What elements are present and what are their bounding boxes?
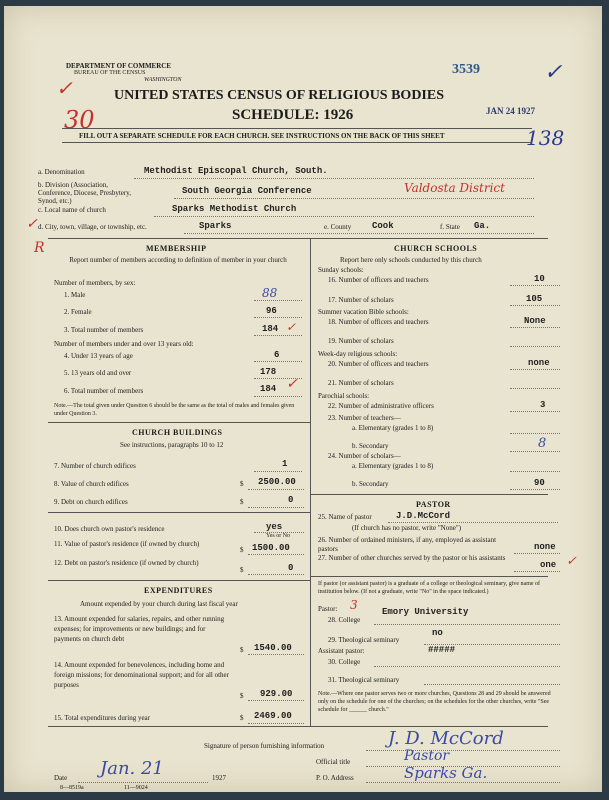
q26-value: none xyxy=(534,542,556,552)
q11-label: 11. Value of pastor's residence (if owned by church) xyxy=(54,540,200,548)
dept-name: DEPARTMENT OF COMMERCE xyxy=(66,62,172,70)
q31-label: 31. Theological seminary xyxy=(328,676,400,684)
q16-label: 16. Number of officers and teachers xyxy=(328,276,429,284)
hand-number-30: 30 xyxy=(64,106,95,134)
q8-dollar: $ xyxy=(240,480,244,488)
q6-check: ✓ xyxy=(286,376,298,392)
yes-no-note: Yes or No xyxy=(266,533,291,539)
q4-value: 6 xyxy=(274,350,280,360)
q9-dollar: $ xyxy=(240,498,244,506)
q3-label: 3. Total number of members xyxy=(64,326,144,334)
q7-value: 1 xyxy=(282,459,288,469)
local-name-value: Sparks Methodist Church xyxy=(172,204,297,214)
q23b-value: 8 xyxy=(538,436,547,451)
q27-check: ✓ xyxy=(566,554,577,569)
q24b-label: b. Secondary xyxy=(352,480,389,488)
q1-label: 1. Male xyxy=(64,291,86,299)
q24b-value: 90 xyxy=(534,478,545,488)
expenditures-intro: Amount expended by your church during last fiscal year xyxy=(80,600,238,608)
membership-intro: Report number of members according to definition of member in your church xyxy=(69,256,287,264)
denomination-value: Methodist Episcopal Church, South. xyxy=(144,166,328,176)
census-schedule-sheet xyxy=(4,6,602,792)
q23a-label: a. Elementary (grades 1 to 8) xyxy=(352,424,434,432)
date-year: 1927 xyxy=(212,774,226,782)
q24-label: 24. Number of scholars— xyxy=(328,452,401,460)
q25-label: 25. Name of pastor xyxy=(318,513,372,521)
q27-value: one xyxy=(540,560,557,570)
q17-label: 17. Number of scholars xyxy=(328,296,394,304)
q29-label: 29. Theological seminary xyxy=(328,636,400,644)
q29-value: no xyxy=(432,628,443,638)
local-name-label: c. Local name of church xyxy=(38,206,106,214)
county-value: Cook xyxy=(372,221,394,231)
q14-label: 14. Amount expended for benevolences, including home and foreign missions; for denominational support; and for all other purposes xyxy=(54,661,229,689)
expenditures-title: EXPENDITURES xyxy=(144,586,213,595)
q8-label: 8. Value of church edifices xyxy=(54,480,129,488)
city-label: d. City, town, village, or township, etc. xyxy=(38,223,147,231)
q12-dollar: $ xyxy=(240,566,244,574)
county-label: e. County xyxy=(324,223,352,231)
bureau-name: BUREAU OF THE CENSUS xyxy=(74,70,146,76)
q12-value: 0 xyxy=(288,563,294,573)
denomination-label: a. Denomination xyxy=(38,168,85,176)
graduate-note: If pastor (or assistant pastor) is a graduate of a college or theological seminary, give name of institution below. (If not a graduate, write "No" in the space indicated.) xyxy=(318,581,541,595)
q3-value: 184 xyxy=(262,324,279,334)
pastor-sub-label: Pastor: xyxy=(318,605,338,613)
q22-label: 22. Number of administrative officers xyxy=(328,402,434,410)
q28-label: 28. College xyxy=(328,616,361,624)
q9-label: 9. Debt on church edifices xyxy=(54,498,128,506)
form-number: 8—8519a xyxy=(60,785,84,791)
print-number: 11—9024 xyxy=(124,785,148,791)
parochial-label: Parochial schools: xyxy=(318,392,370,400)
sunday-label: Sunday schools: xyxy=(318,266,364,274)
q15-label: 15. Total expenditures during year xyxy=(54,714,150,722)
assistant-label: Assistant pastor: xyxy=(318,647,365,655)
q24a-label: a. Elementary (grades 1 to 8) xyxy=(352,462,434,470)
assistant-value: ##### xyxy=(428,645,456,655)
q6-value: 184 xyxy=(260,384,277,394)
q15-dollar: $ xyxy=(240,714,244,722)
q5-value: 178 xyxy=(260,367,277,377)
official-title-value: Pastor xyxy=(404,748,450,764)
membership-note: Note.—The total given under Question 6 should be the same as the total of males and females given under Question 3. xyxy=(54,403,295,417)
city-value: Sparks xyxy=(199,221,232,231)
received-stamp: JAN 24 1927 xyxy=(486,106,535,116)
q28-value: Emory University xyxy=(382,607,469,617)
q13-label: 13. Amount expended for salaries, repairs, and other running expenses; for improvements or new buildings; and for payments on church debt xyxy=(54,615,225,643)
schools-intro: Report here only schools conducted by this church xyxy=(340,256,482,264)
state-label: f. State xyxy=(440,223,460,231)
q18-label: 18. Number of officers and teachers xyxy=(328,318,429,326)
hand-check-mark-blue: ✓ xyxy=(544,60,563,85)
address-value: Sparks Ga. xyxy=(404,764,488,782)
q14-dollar: $ xyxy=(240,692,244,700)
q4-label: 4. Under 13 years of age xyxy=(64,352,133,360)
q20-label: 20. Number of officers and teachers xyxy=(328,360,429,368)
q10-label: 10. Does church own pastor's residence xyxy=(54,525,165,533)
q20-value: none xyxy=(528,358,550,368)
weekday-label: Week-day religious schools: xyxy=(318,350,398,358)
division-label: b. Division (Association, Conference, Diocese, Presbytery, Synod, etc.) xyxy=(38,181,132,205)
address-label: P. O. Address xyxy=(316,774,354,782)
q2-value: 96 xyxy=(266,306,277,316)
city-name: WASHINGTON xyxy=(144,77,182,83)
date-value: Jan. 21 xyxy=(100,758,164,779)
q7-label: 7. Number of church edifices xyxy=(54,462,136,470)
division-value: South Georgia Conference xyxy=(182,186,312,196)
q15-value: 2469.00 xyxy=(254,711,292,721)
q2-label: 2. Female xyxy=(64,308,92,316)
q26-label: 26. Number of ordained ministers, if any, employed as assistant pastors xyxy=(318,536,497,553)
pastor-hand-mark: 3 xyxy=(350,598,358,612)
age-intro: Number of members under and over 13 years old: xyxy=(54,340,194,348)
schedule-number: 3539 xyxy=(452,62,480,77)
q1-value: 88 xyxy=(262,286,278,300)
q6-label: 6. Total number of members xyxy=(64,387,144,395)
q3-check: ✓ xyxy=(286,320,297,334)
q13-dollar: $ xyxy=(240,646,244,654)
pastor-title: PASTOR xyxy=(416,500,451,509)
summer-label: Summer vacation Bible schools: xyxy=(318,308,409,316)
q17-value: 105 xyxy=(526,294,543,304)
q10-value: yes xyxy=(266,522,283,532)
pastor-note: Note.—Where one pastor serves two or more churches, Questions 28 and 29 should be answered only on the schedule for one of the churches; on the schedules for the other churches, write "See schedule for ______ church." xyxy=(318,691,551,713)
q18-value: None xyxy=(524,316,546,326)
q8-value: 2500.00 xyxy=(258,477,296,487)
q16-value: 10 xyxy=(534,274,545,284)
q14-value: 929.00 xyxy=(260,689,293,699)
buildings-intro: See instructions, paragraphs 10 to 12 xyxy=(120,441,224,449)
official-title-label: Official title xyxy=(316,758,351,766)
division-hand-note: Valdosta District xyxy=(404,181,505,195)
q21-label: 21. Number of scholars xyxy=(328,379,394,387)
no-pastor-note: (If church has no pastor, write "None") xyxy=(352,524,462,532)
buildings-title: CHURCH BUILDINGS xyxy=(132,428,223,437)
signature-label: Signature of person furnishing information xyxy=(204,742,325,750)
instruction-line: FILL OUT A SEPARATE SCHEDULE FOR EACH CHURCH. SEE INSTRUCTIONS ON THE BACK OF THIS SHEET xyxy=(79,132,445,140)
q11-dollar: $ xyxy=(240,546,244,554)
signature-value: J. D. McCord xyxy=(388,728,504,749)
hand-mark-r: R xyxy=(34,240,45,256)
state-value: Ga. xyxy=(474,221,491,231)
membership-title: MEMBERSHIP xyxy=(146,244,207,253)
hand-number-138: 138 xyxy=(526,126,565,150)
q30-label: 30. College xyxy=(328,658,361,666)
hand-check-mark: ✓ xyxy=(56,76,73,100)
q27-label: 27. Number of other churches served by the pastor or his assistants xyxy=(318,554,506,562)
q11-value: 1500.00 xyxy=(252,543,290,553)
q22-value: 3 xyxy=(540,400,546,410)
hand-check-left: ✓ xyxy=(26,216,38,232)
date-label: Date xyxy=(54,774,68,782)
q13-value: 1540.00 xyxy=(254,643,292,653)
form-title: UNITED STATES CENSUS OF RELIGIOUS BODIES xyxy=(114,88,445,103)
schools-title: CHURCH SCHOOLS xyxy=(394,244,478,253)
q19-label: 19. Number of scholars xyxy=(328,337,394,345)
q23b-label: b. Secondary xyxy=(352,442,389,450)
q12-label: 12. Debt on pastor's residence (if owned by church) xyxy=(54,559,199,567)
q9-value: 0 xyxy=(288,495,294,505)
schedule-year: SCHEDULE: 1926 xyxy=(232,107,354,123)
q25-value: J.D.McCord xyxy=(396,511,451,521)
by-sex-label: Number of members, by sex: xyxy=(54,279,136,287)
q5-label: 5. 13 years old and over xyxy=(64,369,132,377)
q23-label: 23. Number of teachers— xyxy=(328,414,401,422)
